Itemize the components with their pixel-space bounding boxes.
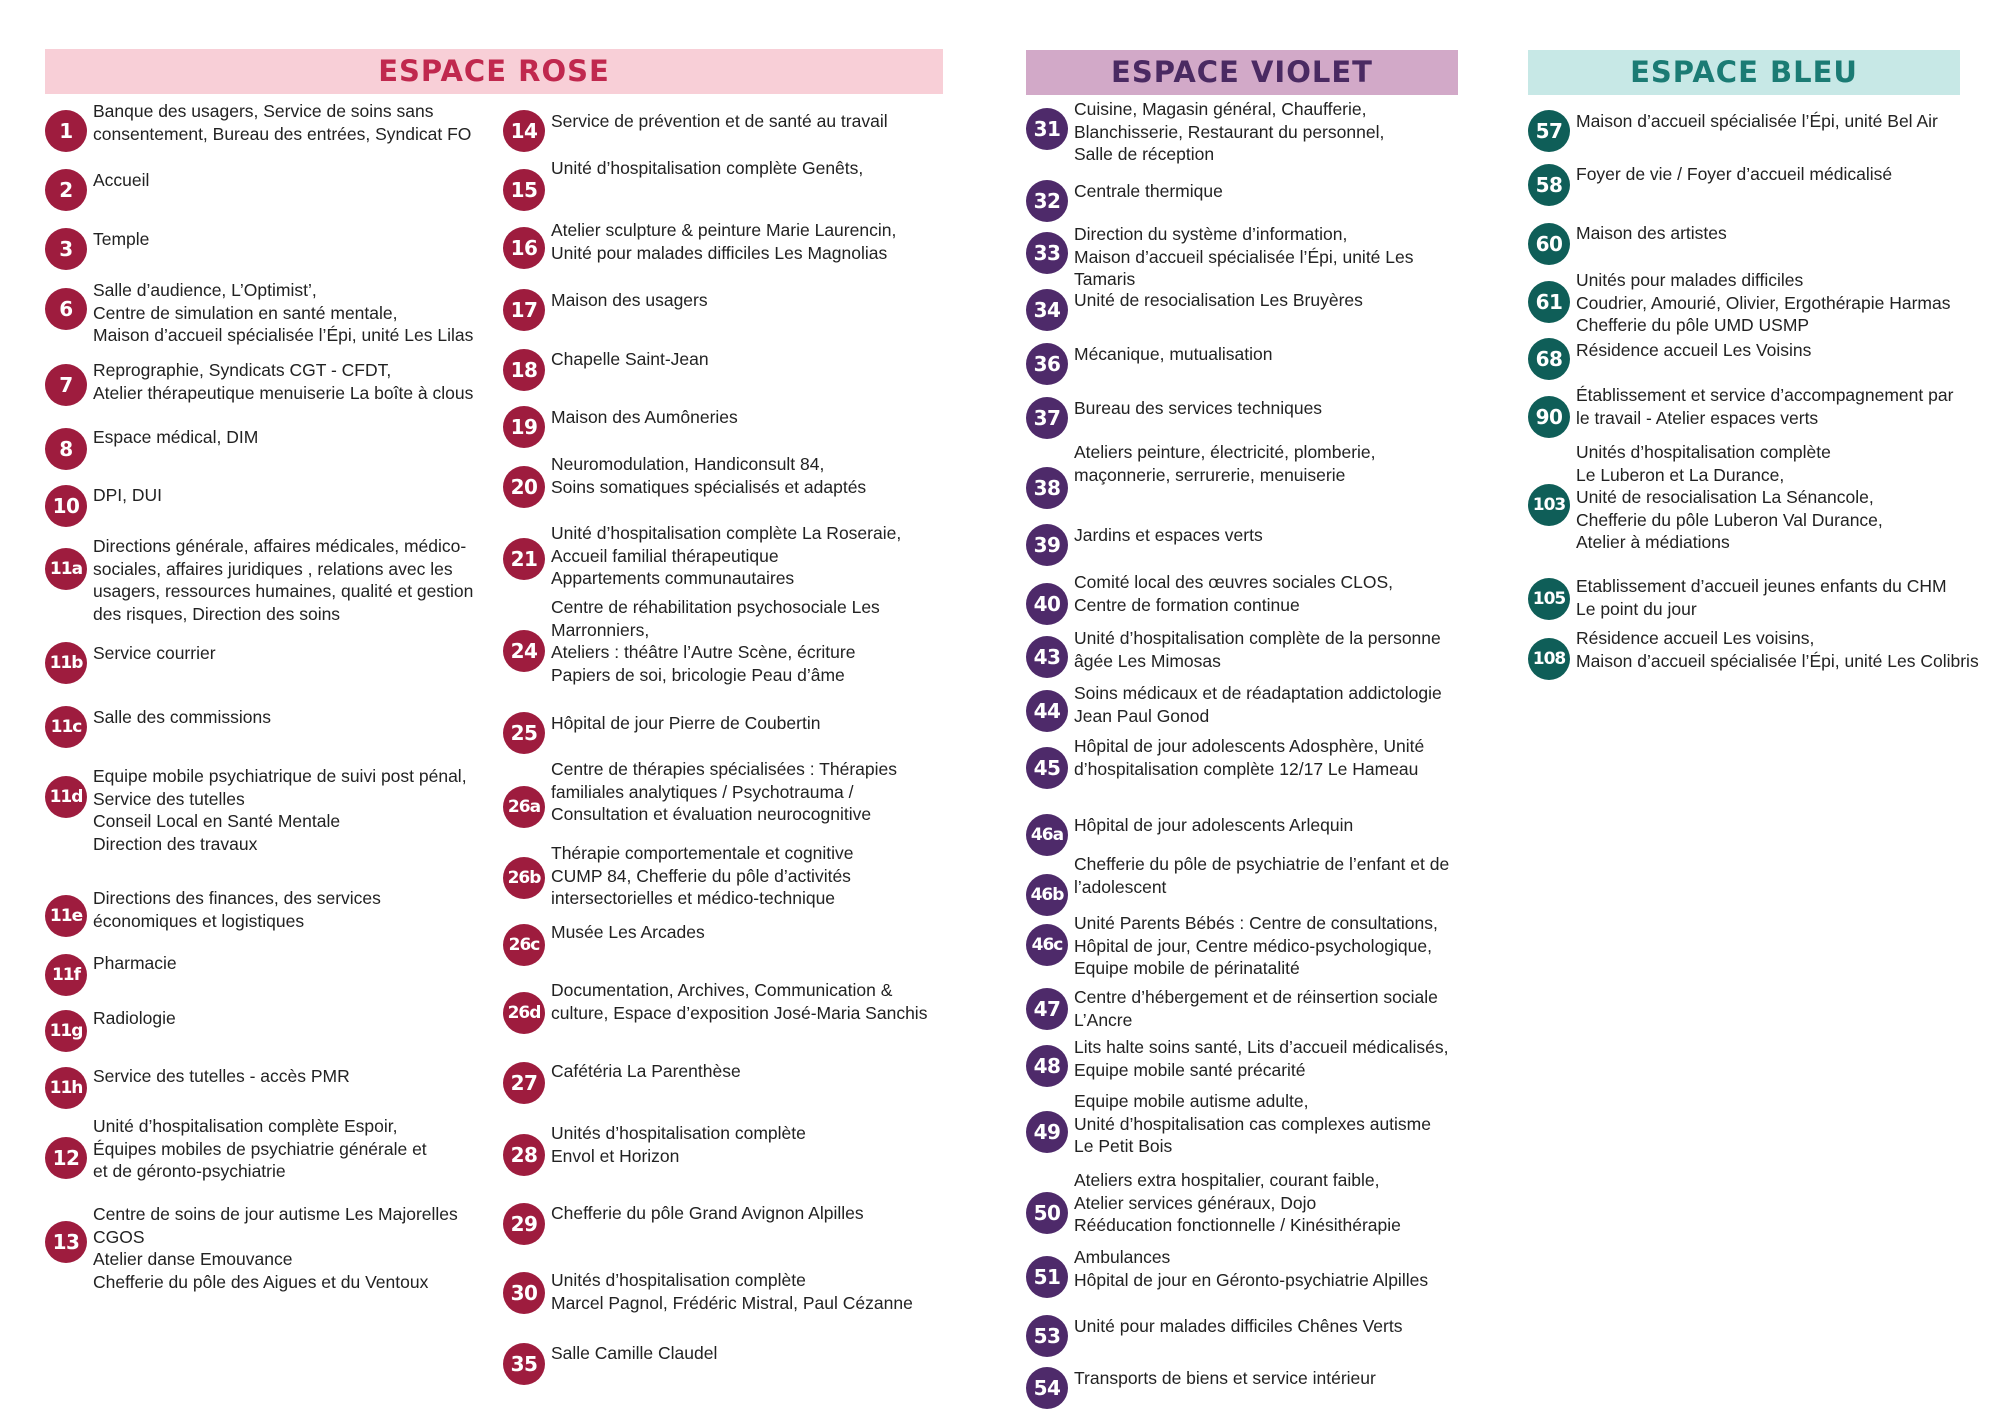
location-number-badge: 44 xyxy=(1026,690,1068,732)
location-description: Equipe mobile autisme adulte, Unité d’hospitalisation cas complexes autisme Le Petit Bois xyxy=(1074,1091,1431,1156)
location-description: Centre d’hébergement et de réinsertion sociale L’Ancre xyxy=(1074,987,1438,1030)
location-number-badge: 51 xyxy=(1026,1256,1068,1298)
location-number-badge: 15 xyxy=(503,169,545,211)
location-number-badge: 68 xyxy=(1528,338,1570,380)
location-number-badge: 34 xyxy=(1026,289,1068,331)
location-description: Résidence accueil Les voisins, Maison d’accueil spécialisée l’Épi, unité Les Colibris xyxy=(1576,628,1979,671)
location-description: Temple xyxy=(93,229,150,249)
location-description: Résidence accueil Les Voisins xyxy=(1576,340,1812,360)
location-number-badge: 13 xyxy=(45,1221,87,1263)
location-description: Espace médical, DIM xyxy=(93,427,259,447)
location-description: Cuisine, Magasin général, Chaufferie, Blanchisserie, Restaurant du personnel, Salle de réception xyxy=(1074,99,1385,164)
location-number-badge: 3 xyxy=(45,228,87,270)
location-number-badge: 6 xyxy=(45,288,87,330)
location-number-badge: 20 xyxy=(503,466,545,508)
location-number-badge: 103 xyxy=(1528,484,1570,526)
location-description: Centre de soins de jour autisme Les Majorelles CGOS Atelier danse Emouvance Chefferie du pôle des Aigues et du Ventoux xyxy=(93,1204,458,1292)
location-number-badge: 2 xyxy=(45,169,87,211)
location-description: Unité pour malades difficiles Chênes Verts xyxy=(1074,1316,1403,1336)
location-description: Établissement et service d’accompagnement par le travail - Atelier espaces verts xyxy=(1576,385,1954,428)
location-description: Salle d’audience, L’Optimist’, Centre de simulation en santé mentale, Maison d’accueil spécialisée l’Épi, unité Les Lilas xyxy=(93,280,474,345)
location-description: Mécanique, mutualisation xyxy=(1074,344,1273,364)
location-number-badge: 43 xyxy=(1026,636,1068,678)
location-number-badge: 54 xyxy=(1026,1367,1068,1409)
location-description: Directions générale, affaires médicales, médico- sociales, affaires juridiques , relations avec les usagers, ressources humaines, qualité et gestion des risques, Direction des soins xyxy=(93,536,474,624)
location-number-badge: 26b xyxy=(503,857,545,899)
location-description: Directions des finances, des services économiques et logistiques xyxy=(93,888,381,931)
location-description: Atelier sculpture & peinture Marie Laurencin, Unité pour malades difficiles Les Magnolias xyxy=(551,220,897,263)
location-description: Centre de thérapies spécialisées : Thérapies familiales analytiques / Psychotrauma / Consultation et évaluation neurocognitive xyxy=(551,759,897,824)
location-description: Centre de réhabilitation psychosociale Les Marronniers, Ateliers : théâtre l’Autre Scène, écriture Papiers de soi, bricologie Peau d’âme xyxy=(551,597,880,685)
location-description: Jardins et espaces verts xyxy=(1074,525,1263,545)
location-description: Centrale thermique xyxy=(1074,181,1223,201)
location-number-badge: 7 xyxy=(45,364,87,406)
location-number-badge: 12 xyxy=(45,1137,87,1179)
location-number-badge: 21 xyxy=(503,538,545,580)
location-number-badge: 50 xyxy=(1026,1192,1068,1234)
location-description: Salle Camille Claudel xyxy=(551,1343,718,1363)
location-description: Foyer de vie / Foyer d’accueil médicalisé xyxy=(1576,164,1893,184)
location-number-badge: 10 xyxy=(45,485,87,527)
location-description: Lits halte soins santé, Lits d’accueil médicalisés, Equipe mobile santé précarité xyxy=(1074,1037,1449,1080)
location-number-badge: 46b xyxy=(1026,874,1068,916)
location-number-badge: 58 xyxy=(1528,164,1570,206)
location-description: Maison des artistes xyxy=(1576,223,1727,243)
location-number-badge: 18 xyxy=(503,349,545,391)
location-description: Banque des usagers, Service de soins sans consentement, Bureau des entrées, Syndicat FO xyxy=(93,101,472,144)
location-description: Etablissement d’accueil jeunes enfants du CHM Le point du jour xyxy=(1576,576,1947,619)
location-number-badge: 26c xyxy=(503,924,545,966)
location-description: Maison des usagers xyxy=(551,290,708,310)
location-number-badge: 108 xyxy=(1528,638,1570,680)
location-description: Reprographie, Syndicats CGT - CFDT, Atelier thérapeutique menuiserie La boîte à clous xyxy=(93,360,474,403)
location-description: Unités pour malades difficiles Coudrier, Amourié, Olivier, Ergothérapie Harmas Chefferie du pôle UMD USMP xyxy=(1576,270,1951,335)
location-description: Bureau des services techniques xyxy=(1074,398,1323,418)
location-description: Unités d’hospitalisation complète Marcel Pagnol, Frédéric Mistral, Paul Cézanne xyxy=(551,1270,913,1313)
location-number-badge: 29 xyxy=(503,1203,545,1245)
location-number-badge: 45 xyxy=(1026,747,1068,789)
location-number-badge: 31 xyxy=(1026,108,1068,150)
location-description: Ambulances Hôpital de jour en Géronto-psychiatrie Alpilles xyxy=(1074,1247,1429,1290)
location-description: Neuromodulation, Handiconsult 84, Soins somatiques spécialisés et adaptés xyxy=(551,454,867,497)
location-description: Accueil xyxy=(93,170,150,190)
location-number-badge: 39 xyxy=(1026,524,1068,566)
location-description: Radiologie xyxy=(93,1008,176,1028)
location-number-badge: 32 xyxy=(1026,180,1068,222)
location-description: Thérapie comportementale et cognitive CUMP 84, Chefferie du pôle d’activités intersectorielles et médico-technique xyxy=(551,843,854,908)
location-number-badge: 35 xyxy=(503,1343,545,1385)
location-number-badge: 30 xyxy=(503,1272,545,1314)
location-description: Unité d’hospitalisation complète Genêts, xyxy=(551,158,864,178)
header-espace-rose: ESPACE ROSE xyxy=(45,49,943,94)
location-number-badge: 25 xyxy=(503,712,545,754)
location-number-badge: 27 xyxy=(503,1062,545,1104)
location-number-badge: 36 xyxy=(1026,343,1068,385)
location-description: Hôpital de jour adolescents Adosphère, Unité d’hospitalisation complète 12/17 Le Hameau xyxy=(1074,736,1425,779)
location-description: Ateliers peinture, électricité, plomberie, maçonnerie, serrurerie, menuiserie xyxy=(1074,442,1376,485)
location-number-badge: 19 xyxy=(503,406,545,448)
location-description: Unités d’hospitalisation complète Envol et Horizon xyxy=(551,1123,806,1166)
location-number-badge: 37 xyxy=(1026,397,1068,439)
location-number-badge: 11e xyxy=(45,895,87,937)
location-description: Hôpital de jour adolescents Arlequin xyxy=(1074,815,1354,835)
location-number-badge: 61 xyxy=(1528,281,1570,323)
location-number-badge: 11c xyxy=(45,706,87,748)
header-espace-violet: ESPACE VIOLET xyxy=(1026,50,1458,95)
location-description: Direction du système d’information, Maison d’accueil spécialisée l’Épi, unité Les Tamaris xyxy=(1074,224,1414,289)
location-description: Ateliers extra hospitalier, courant faible, Atelier services généraux, Dojo Rééducation fonctionnelle / Kinésithérapie xyxy=(1074,1170,1401,1235)
location-number-badge: 46c xyxy=(1026,924,1068,966)
location-number-badge: 26d xyxy=(503,992,545,1034)
location-number-badge: 57 xyxy=(1528,110,1570,152)
location-description: Unité d’hospitalisation complète de la personne âgée Les Mimosas xyxy=(1074,628,1441,671)
location-description: Chefferie du pôle Grand Avignon Alpilles xyxy=(551,1203,864,1223)
location-description: Musée Les Arcades xyxy=(551,922,705,942)
location-description: Maison des Aumôneries xyxy=(551,407,738,427)
location-number-badge: 11b xyxy=(45,642,87,684)
location-description: Pharmacie xyxy=(93,953,177,973)
location-number-badge: 53 xyxy=(1026,1315,1068,1357)
location-description: Equipe mobile psychiatrique de suivi post pénal, Service des tutelles Conseil Local en Santé Mentale Direction des travaux xyxy=(93,766,467,854)
location-description: Unité d’hospitalisation complète Espoir, Équipes mobiles de psychiatrie générale et et de géronto-psychiatrie xyxy=(93,1116,427,1181)
location-description: DPI, DUI xyxy=(93,485,163,505)
location-description: Soins médicaux et de réadaptation addictologie Jean Paul Gonod xyxy=(1074,683,1442,726)
location-number-badge: 8 xyxy=(45,428,87,470)
location-number-badge: 38 xyxy=(1026,467,1068,509)
location-number-badge: 14 xyxy=(503,110,545,152)
header-espace-bleu: ESPACE BLEU xyxy=(1528,50,1960,95)
location-description: Unité Parents Bébés : Centre de consultations, Hôpital de jour, Centre médico-psychologique, Equipe mobile de périnatalité xyxy=(1074,913,1438,978)
location-number-badge: 16 xyxy=(503,227,545,269)
location-description: Service de prévention et de santé au travail xyxy=(551,111,888,131)
location-description: Service courrier xyxy=(93,643,216,663)
location-description: Salle des commissions xyxy=(93,707,271,727)
location-number-badge: 49 xyxy=(1026,1111,1068,1153)
location-description: Cafétéria La Parenthèse xyxy=(551,1061,741,1081)
location-description: Unité d’hospitalisation complète La Roseraie, Accueil familial thérapeutique Appartements communautaires xyxy=(551,523,902,588)
location-number-badge: 28 xyxy=(503,1134,545,1176)
location-description: Documentation, Archives, Communication & culture, Espace d’exposition José-Maria Sanchis xyxy=(551,980,928,1023)
location-number-badge: 47 xyxy=(1026,988,1068,1030)
location-description: Hôpital de jour Pierre de Coubertin xyxy=(551,713,821,733)
location-number-badge: 33 xyxy=(1026,232,1068,274)
location-description: Service des tutelles - accès PMR xyxy=(93,1066,350,1086)
location-number-badge: 40 xyxy=(1026,583,1068,625)
location-number-badge: 46a xyxy=(1026,814,1068,856)
location-number-badge: 60 xyxy=(1528,223,1570,265)
location-description: Maison d’accueil spécialisée l’Épi, unité Bel Air xyxy=(1576,111,1938,131)
location-number-badge: 48 xyxy=(1026,1045,1068,1087)
location-number-badge: 26a xyxy=(503,786,545,828)
location-number-badge: 1 xyxy=(45,110,87,152)
location-number-badge: 11h xyxy=(45,1067,87,1109)
location-number-badge: 24 xyxy=(503,630,545,672)
location-description: Chefferie du pôle de psychiatrie de l’enfant et de l’adolescent xyxy=(1074,854,1450,897)
location-number-badge: 105 xyxy=(1528,578,1570,620)
location-description: Unités d’hospitalisation complète Le Luberon et La Durance, Unité de resocialisation La Sénancole, Chefferie du pôle Luberon Val Durance, Atelier à médiations xyxy=(1576,442,1883,552)
location-number-badge: 11d xyxy=(45,776,87,818)
location-number-badge: 11a xyxy=(45,548,87,590)
location-description: Chapelle Saint-Jean xyxy=(551,349,709,369)
location-number-badge: 90 xyxy=(1528,396,1570,438)
location-description: Unité de resocialisation Les Bruyères xyxy=(1074,290,1363,310)
location-number-badge: 17 xyxy=(503,289,545,331)
location-description: Comité local des œuvres sociales CLOS, Centre de formation continue xyxy=(1074,572,1393,615)
location-number-badge: 11f xyxy=(45,954,87,996)
location-number-badge: 11g xyxy=(45,1010,87,1052)
location-description: Transports de biens et service intérieur xyxy=(1074,1368,1376,1388)
